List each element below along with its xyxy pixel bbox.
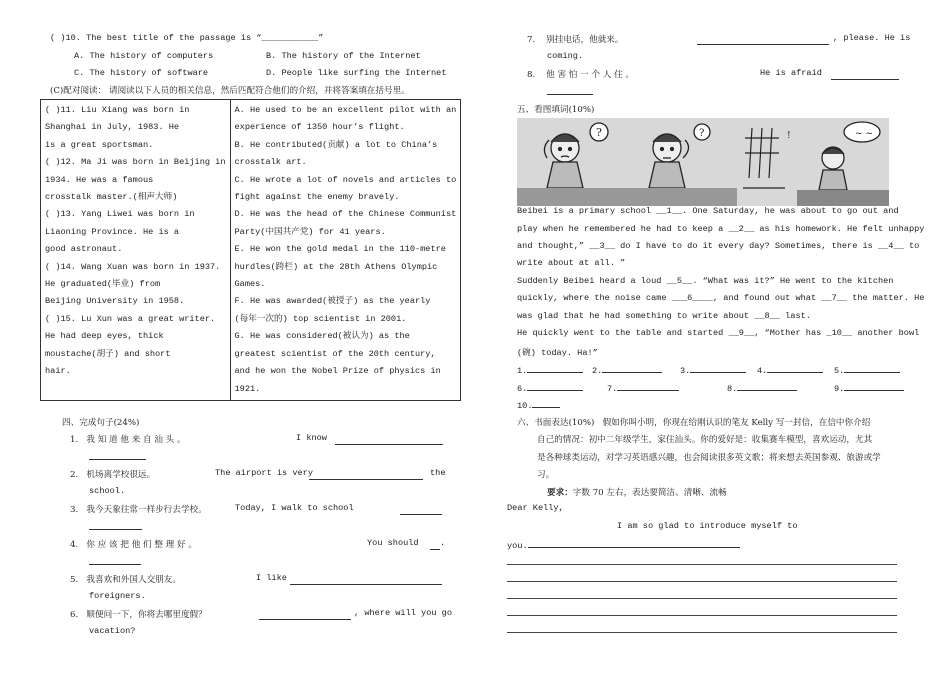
match-left-line: hair. — [45, 366, 71, 377]
match-right-line: Party(中国共产党) for 41 years. — [234, 226, 386, 237]
letter-first-line-blank[interactable] — [528, 539, 740, 548]
letter-opening-cont: you. — [507, 539, 740, 551]
match-left-line[interactable]: ( )15. Lu Xun was a great writer. — [45, 313, 216, 324]
sentence-4-blank[interactable] — [430, 541, 440, 550]
sentence-1-blank-cont[interactable] — [89, 451, 146, 460]
match-left-line: He had deep eyes, thick — [45, 331, 164, 342]
sentence-3: 3. 我今天象往常一样步行去学校。 — [70, 505, 207, 515]
answer-5[interactable]: 5. — [834, 364, 900, 376]
match-right-line: hurdles(跨栏) at the 28th Athens Olympic — [234, 261, 438, 272]
people-column — [41, 100, 231, 401]
answer-2[interactable]: 2. — [592, 364, 662, 376]
salutation: Dear Kelly, — [507, 503, 564, 513]
match-left-line[interactable]: ( )14. Wang Xuan was born in 1937. — [45, 261, 221, 272]
sentence-2: 2. 机场离学校很远。 — [70, 470, 156, 480]
match-left-line: good astronaut. — [45, 244, 123, 255]
match-left-line[interactable]: ( )11. Liu Xiang was born in — [45, 105, 190, 115]
requirement: 要求：字数 70 左右，表达要简洁、清晰、流畅 — [547, 488, 727, 498]
sentence-6: 6. 顺便问一下，你将去哪里度假？ — [70, 610, 207, 620]
match-right-line: fight against the enemy bravely. — [234, 192, 400, 203]
q10-blank[interactable]: ___________ — [261, 33, 319, 43]
q10-option-a[interactable]: A. The history of computers — [74, 51, 214, 61]
svg-text:?: ? — [699, 128, 705, 139]
match-right-line: C. He wrote a lot of novels and articles to — [234, 174, 457, 185]
q10-option-d[interactable]: D. People like surfing the Internet — [266, 68, 447, 78]
answer-1[interactable]: 1. — [517, 364, 583, 376]
section-4-title: 四、完成句子(24%) — [62, 418, 140, 428]
sentence-3-blank-cont[interactable] — [89, 521, 142, 530]
match-right-line: and he won the Nobel Prize of physics in — [234, 366, 441, 377]
match-right-line: 1921. — [234, 383, 261, 394]
passage-line: quickly, where the noise came ___6____, and found out what __7__ the matter. He — [517, 293, 925, 303]
passage-line: Suddenly Beibei heard a loud __5__. “What was it?” He went to the kitchen — [517, 276, 894, 286]
svg-text:!: ! — [787, 131, 791, 141]
svg-text:?: ? — [596, 126, 602, 139]
match-right-line: A. He used to be an excellent pilot with an — [234, 105, 457, 115]
q10-option-b[interactable]: B. The history of the Internet — [266, 51, 421, 61]
comic-picture — [517, 118, 889, 206]
section-6-title: 六、书面表达(10%) 假如你叫小明，你现在给刚认识的笔友 Kelly 写一封信，在信中你介绍 — [517, 418, 871, 428]
answer-10[interactable]: 10. — [517, 399, 560, 411]
sentence-7-blank[interactable] — [697, 36, 829, 45]
match-left-line: moustache(胡子) and short — [45, 348, 171, 359]
sentence-8-blank-cont[interactable] — [547, 86, 593, 95]
match-left-line: Liaoning Province. He is a — [45, 226, 180, 237]
passage-line: Beibei is a primary school __1__. One Saturday, he was about to go out and — [517, 206, 899, 216]
writing-line[interactable] — [507, 598, 897, 599]
match-left-line[interactable]: ( )12. Ma Ji was born in Beijing in — [45, 157, 226, 168]
sentence-4-blank-cont[interactable] — [89, 556, 141, 565]
passage-line: was glad that he had something to write about __8__ last. — [517, 311, 811, 321]
passage-line: He quickly went to the table and started __9__, “Mother has _10__ another bowl — [517, 328, 920, 338]
comic-panels-illustration — [517, 118, 889, 206]
passage-line: play when he remembered he had to keep a __2__ as his homework. He felt unhappy — [517, 224, 925, 234]
match-right-line: crosstalk art. — [234, 157, 307, 168]
match-right-line: F. He was awarded(被授子) as the yearly — [234, 296, 431, 307]
match-right-line: B. He contributed(贡献) a lot to China’s — [234, 139, 438, 150]
writing-line[interactable] — [507, 615, 897, 616]
sentence-1-blank[interactable] — [335, 436, 443, 445]
sentence-1: 1. 我 知 道 他 来 自 汕 头 。 — [70, 435, 186, 445]
answer-3[interactable]: 3. — [680, 364, 746, 376]
q10: ( )10. The best title of the passage is “___________” — [50, 33, 324, 43]
match-right-line: (每年一次的) top scientist in 2001. — [234, 313, 407, 324]
passage-line: and thought,” __3__ do I have to do it every day? Sometimes, there is __4__ to — [517, 241, 920, 251]
sentence-2-blank[interactable] — [309, 471, 423, 480]
match-left-line: He graduated(毕业) from — [45, 279, 161, 290]
passage-line: write about at all. ” — [517, 258, 626, 268]
section-6-line: 是各种球类运动，对学习英语感兴趣，也会阅读很多英文歌；将来想去英国参观、旅游或学 — [537, 453, 881, 463]
sentence-5: 5. 我喜欢和外国人交朋友。 — [70, 575, 181, 585]
section-6-line: 自己的情况：初中二年级学生，家住汕头。你的爱好是：收集赛车模型，喜欢运动，尤其 — [537, 435, 873, 445]
answer-paren[interactable]: ( ) — [50, 33, 66, 43]
q10-option-c[interactable]: C. The history of software — [74, 68, 209, 78]
sentence-8: 8. 他 害 怕 一 个 人 住 。 — [527, 70, 635, 80]
letter-opening: I am so glad to introduce myself to — [617, 521, 798, 531]
writing-line[interactable] — [507, 581, 897, 582]
match-right-line: greatest scientist of the 20th century, — [234, 348, 436, 359]
sentence-5-blank[interactable] — [290, 576, 442, 585]
sentence-3-blank[interactable] — [400, 506, 442, 515]
match-right-line: E. He won the gold medal in the 110-metre — [234, 244, 446, 255]
match-right-line: Games. — [234, 279, 266, 290]
sentence-8-blank[interactable] — [831, 71, 899, 80]
section-c-title: (C)配对阅读： 请阅读以下人员的相关信息，然后匹配符合他们的介绍，并将答案填在括号里。 — [50, 86, 410, 96]
writing-line[interactable] — [507, 564, 897, 565]
section-6-line: 习。 — [537, 470, 555, 480]
sentence-7: 7. 别挂电话，他就来。 — [527, 35, 624, 45]
match-left-line: crosstalk master.(相声大师) — [45, 192, 178, 203]
match-left-line: 1934. He was a famous — [45, 174, 154, 185]
match-right-line: experience of 1350 hour’s flight. — [234, 122, 405, 133]
answer-8[interactable]: 8. — [727, 382, 797, 394]
match-left-line: Beijing University in 1958. — [45, 296, 185, 307]
svg-text:~ ~: ~ ~ — [855, 129, 873, 139]
passage-line: (碗) today. Ha!” — [517, 348, 598, 358]
match-left-line: is a great sportsman. — [45, 139, 154, 150]
answer-6[interactable]: 6. — [517, 382, 583, 394]
match-right-line: G. He was considered(被认为) as the — [234, 331, 410, 342]
match-left-line[interactable]: ( )13. Yang Liwei was born in — [45, 209, 195, 220]
answer-7[interactable]: 7. — [607, 382, 679, 394]
answer-4[interactable]: 4. — [757, 364, 823, 376]
match-left-line: Shanghai in July, 1983. He — [45, 122, 180, 133]
sentence-6-blank[interactable] — [259, 611, 351, 620]
section-5-title: 五、看图填词(10%) — [517, 105, 595, 115]
descriptions-column — [230, 100, 461, 401]
matching-table — [40, 99, 461, 401]
answer-9[interactable]: 9. — [834, 382, 904, 394]
match-right-line: D. He was the head of the Chinese Communist — [234, 209, 457, 220]
writing-line[interactable] — [507, 632, 897, 633]
sentence-4: 4. 你 应 该 把 他 们 整 理 好 。 — [70, 540, 197, 550]
